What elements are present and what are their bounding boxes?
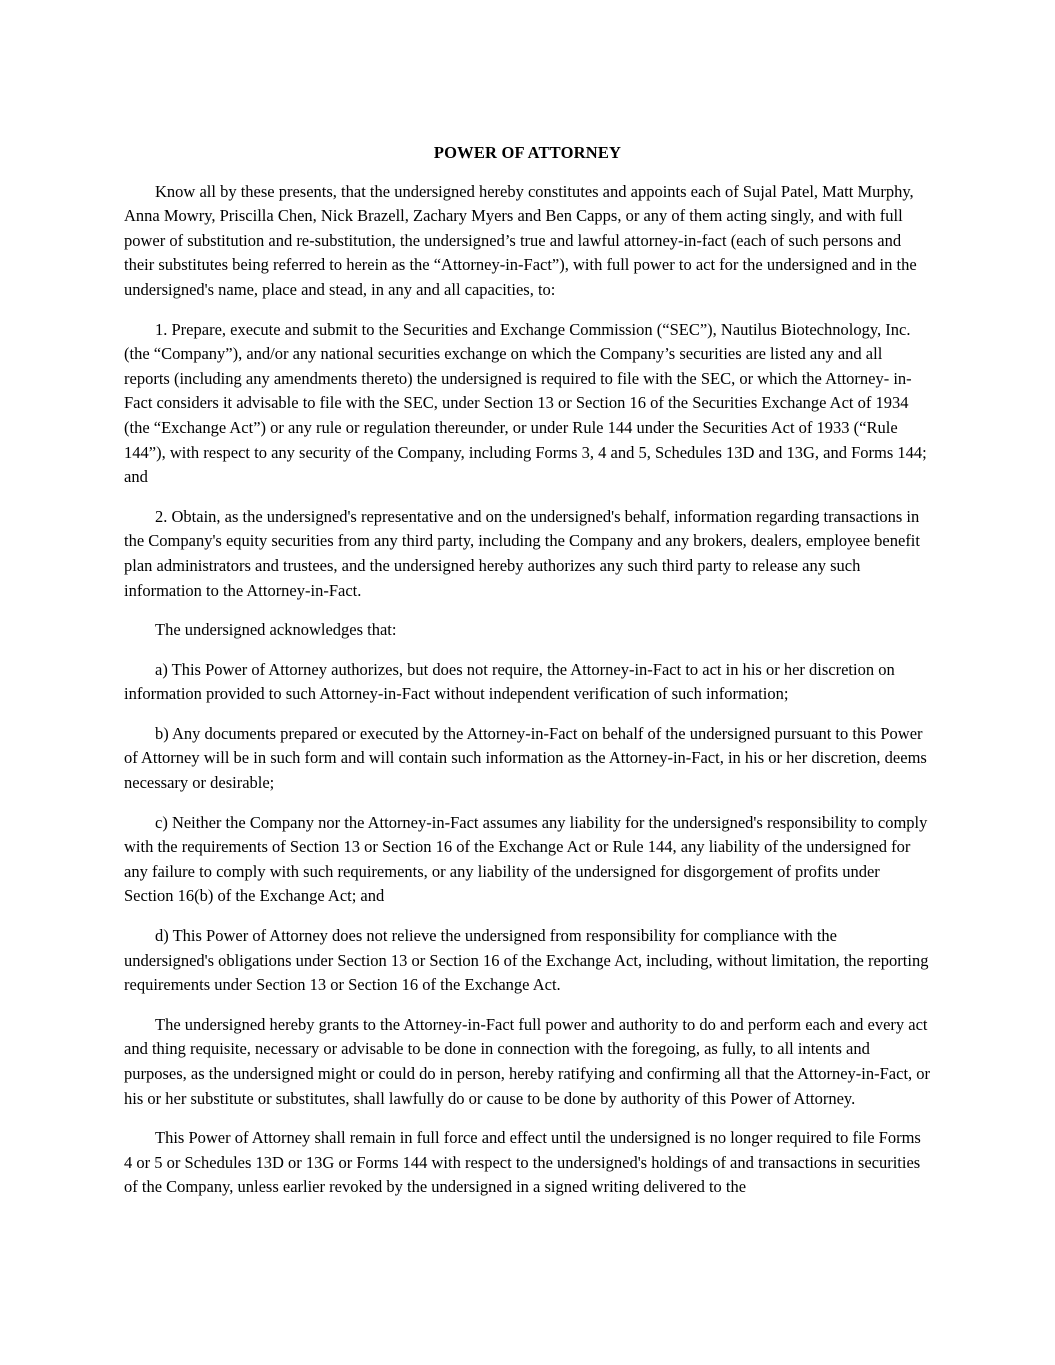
paragraph-preamble: Know all by these presents, that the undersigned hereby constitutes and appoints each of Sujal Patel, Matt Murphy, Anna Mowry, Priscilla Chen, Nick Brazell, Zachary Myers and Ben Capps, or any of them acting singly, and with full power of substitution and re-substitution, the undersigned’s true and lawful attorney-in-fact (each of such persons and their substitutes being referred to herein as the “Attorney-in-Fact”), with full power to act for the undersigned and in the undersigned's name, place and stead, in any and all capacities, to: [124,181,917,299]
paragraph-duration: This Power of Attorney shall remain in full force and effect until the undersigned is no longer required to file Forms 4 or 5 or Schedules 13D or 13G or Forms 144 with respect to the undersigned's holdings of and transactions in securities of the Company, unless earlier revoked by the undersigned in a signed writing delivered to the [124,1128,921,1197]
paragraph-clause-d: d) This Power of Attorney does not relieve the undersigned from responsibility for compliance with the undersigned's obligations under Section 13 or Section 16 of the Exchange Act, including, without limitation, the reporting requirements under Section 13 or Section 16 of the Exchange Act. [124,926,929,995]
document-title: POWER OF ATTORNEY [433,143,622,162]
paragraph-acknowledgement-intro: The undersigned acknowledges that: [155,620,397,640]
paragraph-clause-b: b) Any documents prepared or executed by the Attorney-in-Fact on behalf of the undersigned pursuant to this Power of Attorney will be in such form and will contain such information as the Attorney-in-Fact, in his or her discretion, deems necessary or desirable; [124,723,927,793]
paragraph-item-1: 1. Prepare, execute and submit to the Securities and Exchange Commission (“SEC”), Nautilus Biotechnology, Inc. (the “Company”), and/or any national securities exchange on which the Company’s securities are listed any and all reports (including any amendments thereto) the undersigned is required to file with the SEC, or which the Attorney- in-Fact considers it advisable to file with the SEC, under Section 13 or Section 16 of the Securities Exchange Act of 1934 (the “Exchange Act”) or any rule or regulation thereunder, or under Rule 144 under the Securities Act of 1933 (“Rule 144”), with respect to any security of the Company, including Forms 3, 4 and 5, Schedules 13D and 13G, and Forms 144; and [124,319,927,487]
paragraph-grant-of-authority: The undersigned hereby grants to the Attorney-in-Fact full power and authority to do and perform each and every act and thing requisite, necessary or advisable to be done in connection with the foregoing, as fully, to all intents and purposes, as the undersigned might or could do in person, hereby ratifying and confirming all that the Attorney-in-Fact, or his or her substitute or substitutes, shall lawfully do or cause to be done by authority of this Power of Attorney. [124,1014,931,1108]
paragraph-clause-c: c) Neither the Company nor the Attorney-in-Fact assumes any liability for the undersigned's responsibility to comply with the requirements of Section 13 or Section 16 of the Exchange Act or Rule 144, any liability of the undersigned for any failure to comply with such requirements, or any liability of the undersigned for disgorgement of profits under Section 16(b) of the Exchange Act; and [124,812,928,906]
paragraph-item-2: 2. Obtain, as the undersigned's representative and on the undersigned's behalf, information regarding transactions in the Company's equity securities from any third party, including the Company and any brokers, dealers, employee benefit plan administrators and trustees, and the undersigned hereby authorizes any such third party to release any such information to the Attorney-in-Fact. [124,506,920,600]
paragraph-clause-a: a) This Power of Attorney authorizes, but does not require, the Attorney-in-Fact to act in his or her discretion on information provided to such Attorney-in-Fact without independent verification of such information; [124,659,895,704]
